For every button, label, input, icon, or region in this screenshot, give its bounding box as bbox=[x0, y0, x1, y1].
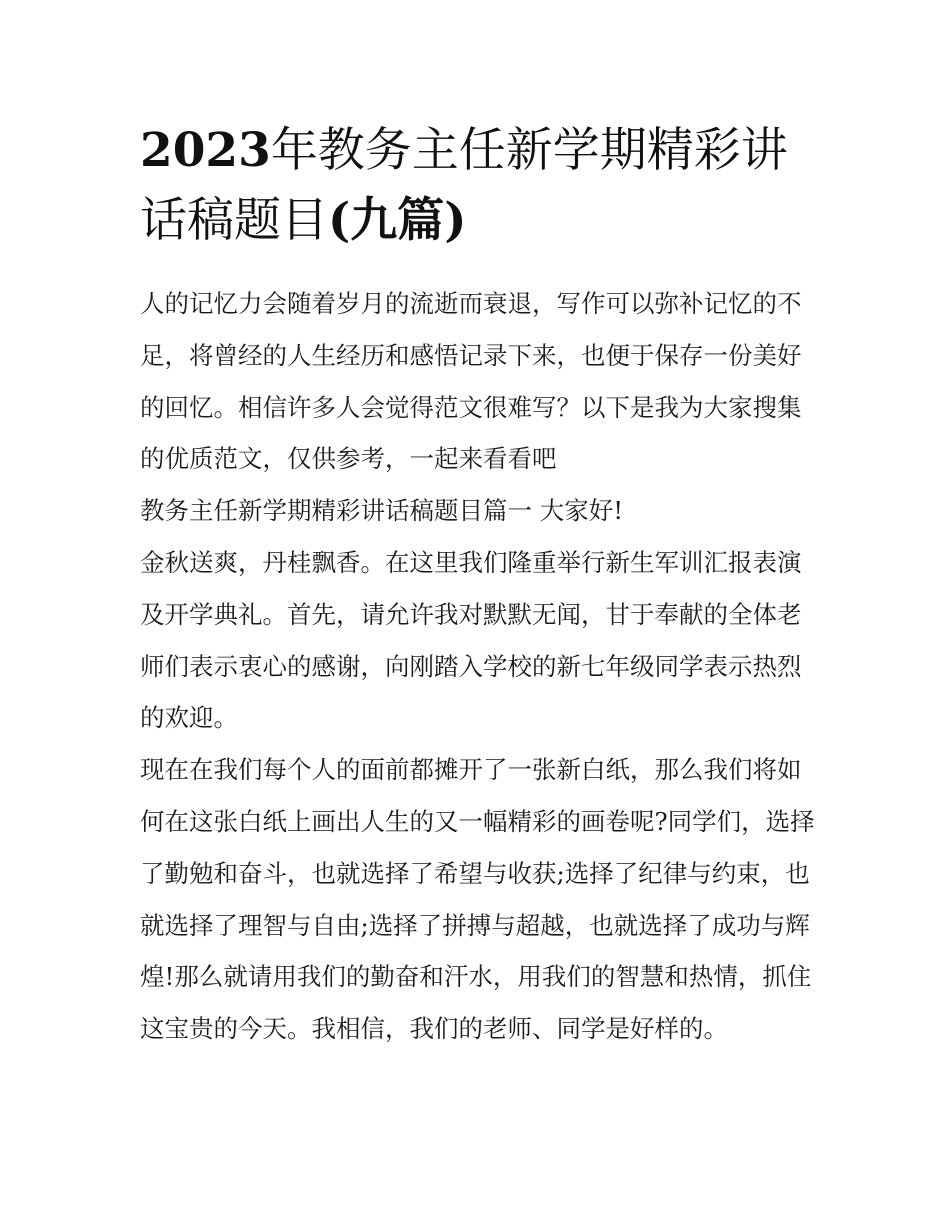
document-body bbox=[140, 278, 815, 1055]
title-year: 2023 bbox=[140, 123, 271, 178]
intro-paragraph: 人的记忆力会随着岁月的流逝而衰退，写作可以弥补记忆的不足，将曾经的人生经历和感悟记录下来，也便于保存一份美好的回忆。相信许多人会觉得范文很难写？以下是我为大家搜集的优质范文，仅供参考，一起来看看吧 bbox=[140, 289, 802, 474]
body-paragraph: 现在在我们每个人的面前都摊开了一张新白纸，那么我们将如何在这张白纸上画出人生的又一幅精彩的画卷呢?同学们，选择了勤勉和奋斗，也就选择了希望与收获;选择了纪律与约束，也就选择了理智与自由;选择了拼搏与超越，也就选择了成功与辉煌!那么就请用我们的勤奋和汗水，用我们的智慧和热情，抓住这宝贵的今天。我相信，我们的老师、同学是好样的。 bbox=[140, 755, 815, 1044]
title-text-line-1: 年教务主任新学期精彩讲 bbox=[270, 123, 788, 178]
body-paragraph: 金秋送爽，丹桂飘香。在这里我们隆重举行新生军训汇报表演及开学典礼。首先，请允许我对默默无闻，甘于奉献的全体老师们表示衷心的感谢，向刚踏入学校的新七年级同学表示热烈的欢迎。 bbox=[140, 547, 802, 733]
title-text-line-2: 话稿题目 bbox=[140, 193, 328, 248]
document-title bbox=[140, 116, 820, 256]
section-heading-paragraph: 教务主任新学期精彩讲话稿题目篇一 大家好! bbox=[140, 496, 624, 526]
title-count: (九篇) bbox=[328, 193, 467, 248]
